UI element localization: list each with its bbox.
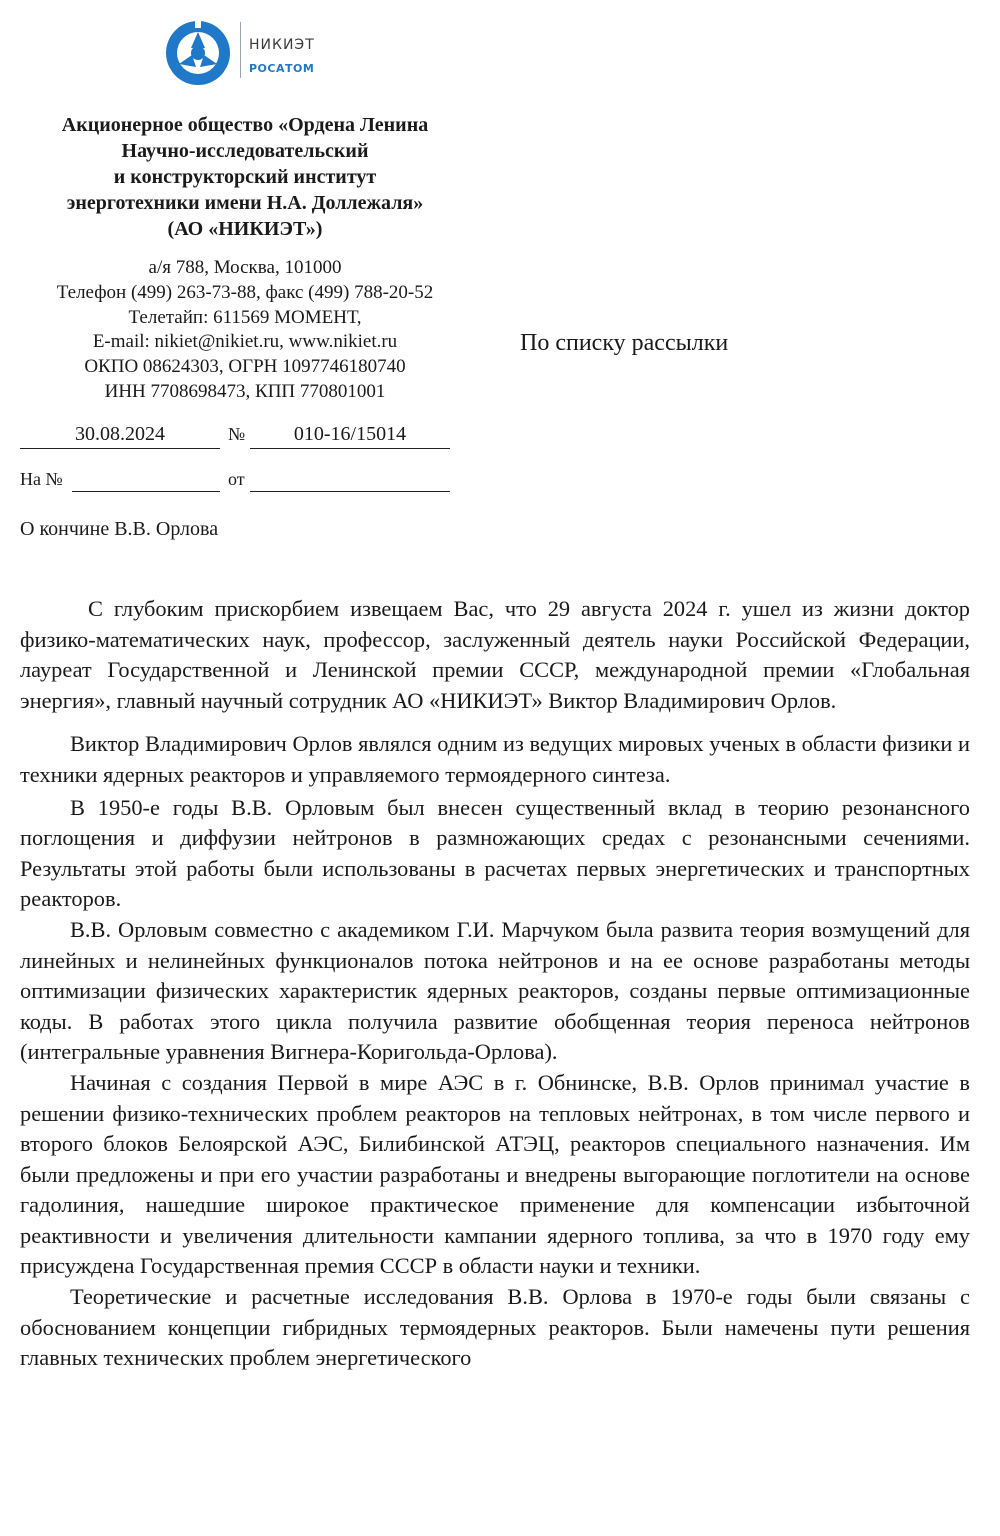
reply-date-label: от [228, 469, 245, 489]
address-line: Телетайп: 611569 МОМЕНТ, [128, 306, 362, 328]
letter-subject: О кончине В.В. Орлова [20, 518, 219, 540]
address-line: а/я 788, Москва, 101000 [148, 257, 342, 278]
org-line: и конструкторский институт [113, 166, 377, 188]
org-line: Акционерное общество «Ордена Ленина [61, 114, 429, 136]
body-paragraph: С глубоким прискорбием извещаем Вас, что 29 августа 2024 г. ушел из жизни доктор физико-математических наук, профессор, заслуженный деятель науки Российской Федерации, лауреат Государственной и Ленинской премии СССР, международной премии «Глобальная энергия», главный научный сотрудник АО «НИКИЭТ» Виктор Владимирович Орлов. [20, 596, 970, 713]
org-line: Научно-исследовательский [121, 140, 369, 162]
address-line: E-mail: nikiet@nikiet.ru, www.nikiet.ru [92, 331, 398, 353]
address-line: Телефон (499) 263-73-88, факс (499) 788-20-52 [56, 281, 434, 303]
body-paragraph: Начиная с создания Первой в мире АЭС в г. Обнинске, В.В. Орлов принимал участие в решении физико-технических проблем реакторов на тепловых нейтронах, в том числе первого и второго блоков Белоярской АЭС, Билибинской АТЭЦ, реакторов специального назначения. Им были предложены и при его участии разработаны и внедрены выгорающие поглотители на основе гадолиния, нашедшие широкое практическое применение для компенсации избыточной реактивности и увеличения длительности кампании ядерного топлива, за что в 1970 году ему присуждена Государственная премия СССР в области науки и техники. [20, 1069, 970, 1279]
letter-body [20, 594, 970, 1374]
letter-number: 010-16/15014 [250, 420, 450, 449]
reply-number-label: На № [20, 469, 63, 489]
body-paragraph: В.В. Орловым совместно с академиком Г.И. Марчуком была развита теория возмущений для линейных и нелинейных функционалов потока нейтронов и на ее основе разработаны методы оптимизации физических характеристик ядерных реакторов, созданы первые оптимизационные коды. В работах этого цикла получила развитие обобщенная теория переноса нейтронов (интегральные уравнения Вигнера-Коригольда-Орлова). [20, 916, 970, 1065]
organization-address [20, 256, 470, 405]
body-paragraph: Теоретические и расчетные исследования В.В. Орлова в 1970-е годы были связаны с обоснованием концепции гибридных термоядерных реакторов. Были намечены пути решения главных технических проблем энергетического [20, 1284, 970, 1371]
logo-subtitle: РОСАТОМ [249, 62, 315, 75]
logo-name: НИКИЭТ [249, 37, 315, 53]
reply-number-blank [72, 491, 220, 492]
address-line: ОКПО 08624303, ОГРН 1097746180740 [84, 356, 406, 378]
body-paragraph: В 1950-е годы В.В. Орловым был внесен существенный вклад в теорию резонансного поглощения и диффузии нейтронов в размножающих средах с резонансными сечениями. Результаты этой работы были использованы в расчетах первых энергетических и транспортных реакторов. [20, 794, 970, 912]
org-line: (АО «НИКИЭТ») [167, 218, 323, 240]
logo-divider [240, 22, 241, 78]
address-line: ИНН 7708698473, КПП 770801001 [104, 380, 386, 402]
org-line: энерготехники имени Н.А. Доллежаля» [66, 192, 424, 214]
reply-date-blank [250, 491, 450, 492]
number-label: № [228, 424, 246, 444]
rosatom-logo-icon [152, 18, 332, 88]
body-paragraph: Виктор Владимирович Орлов являлся одним из ведущих мировых ученых в области физики и техники ядерных реакторов и управляемого термоядерного синтеза. [20, 731, 970, 787]
organization-name [20, 112, 470, 242]
recipient: По списку рассылки [520, 330, 729, 356]
letter-date: 30.08.2024 [20, 420, 220, 449]
